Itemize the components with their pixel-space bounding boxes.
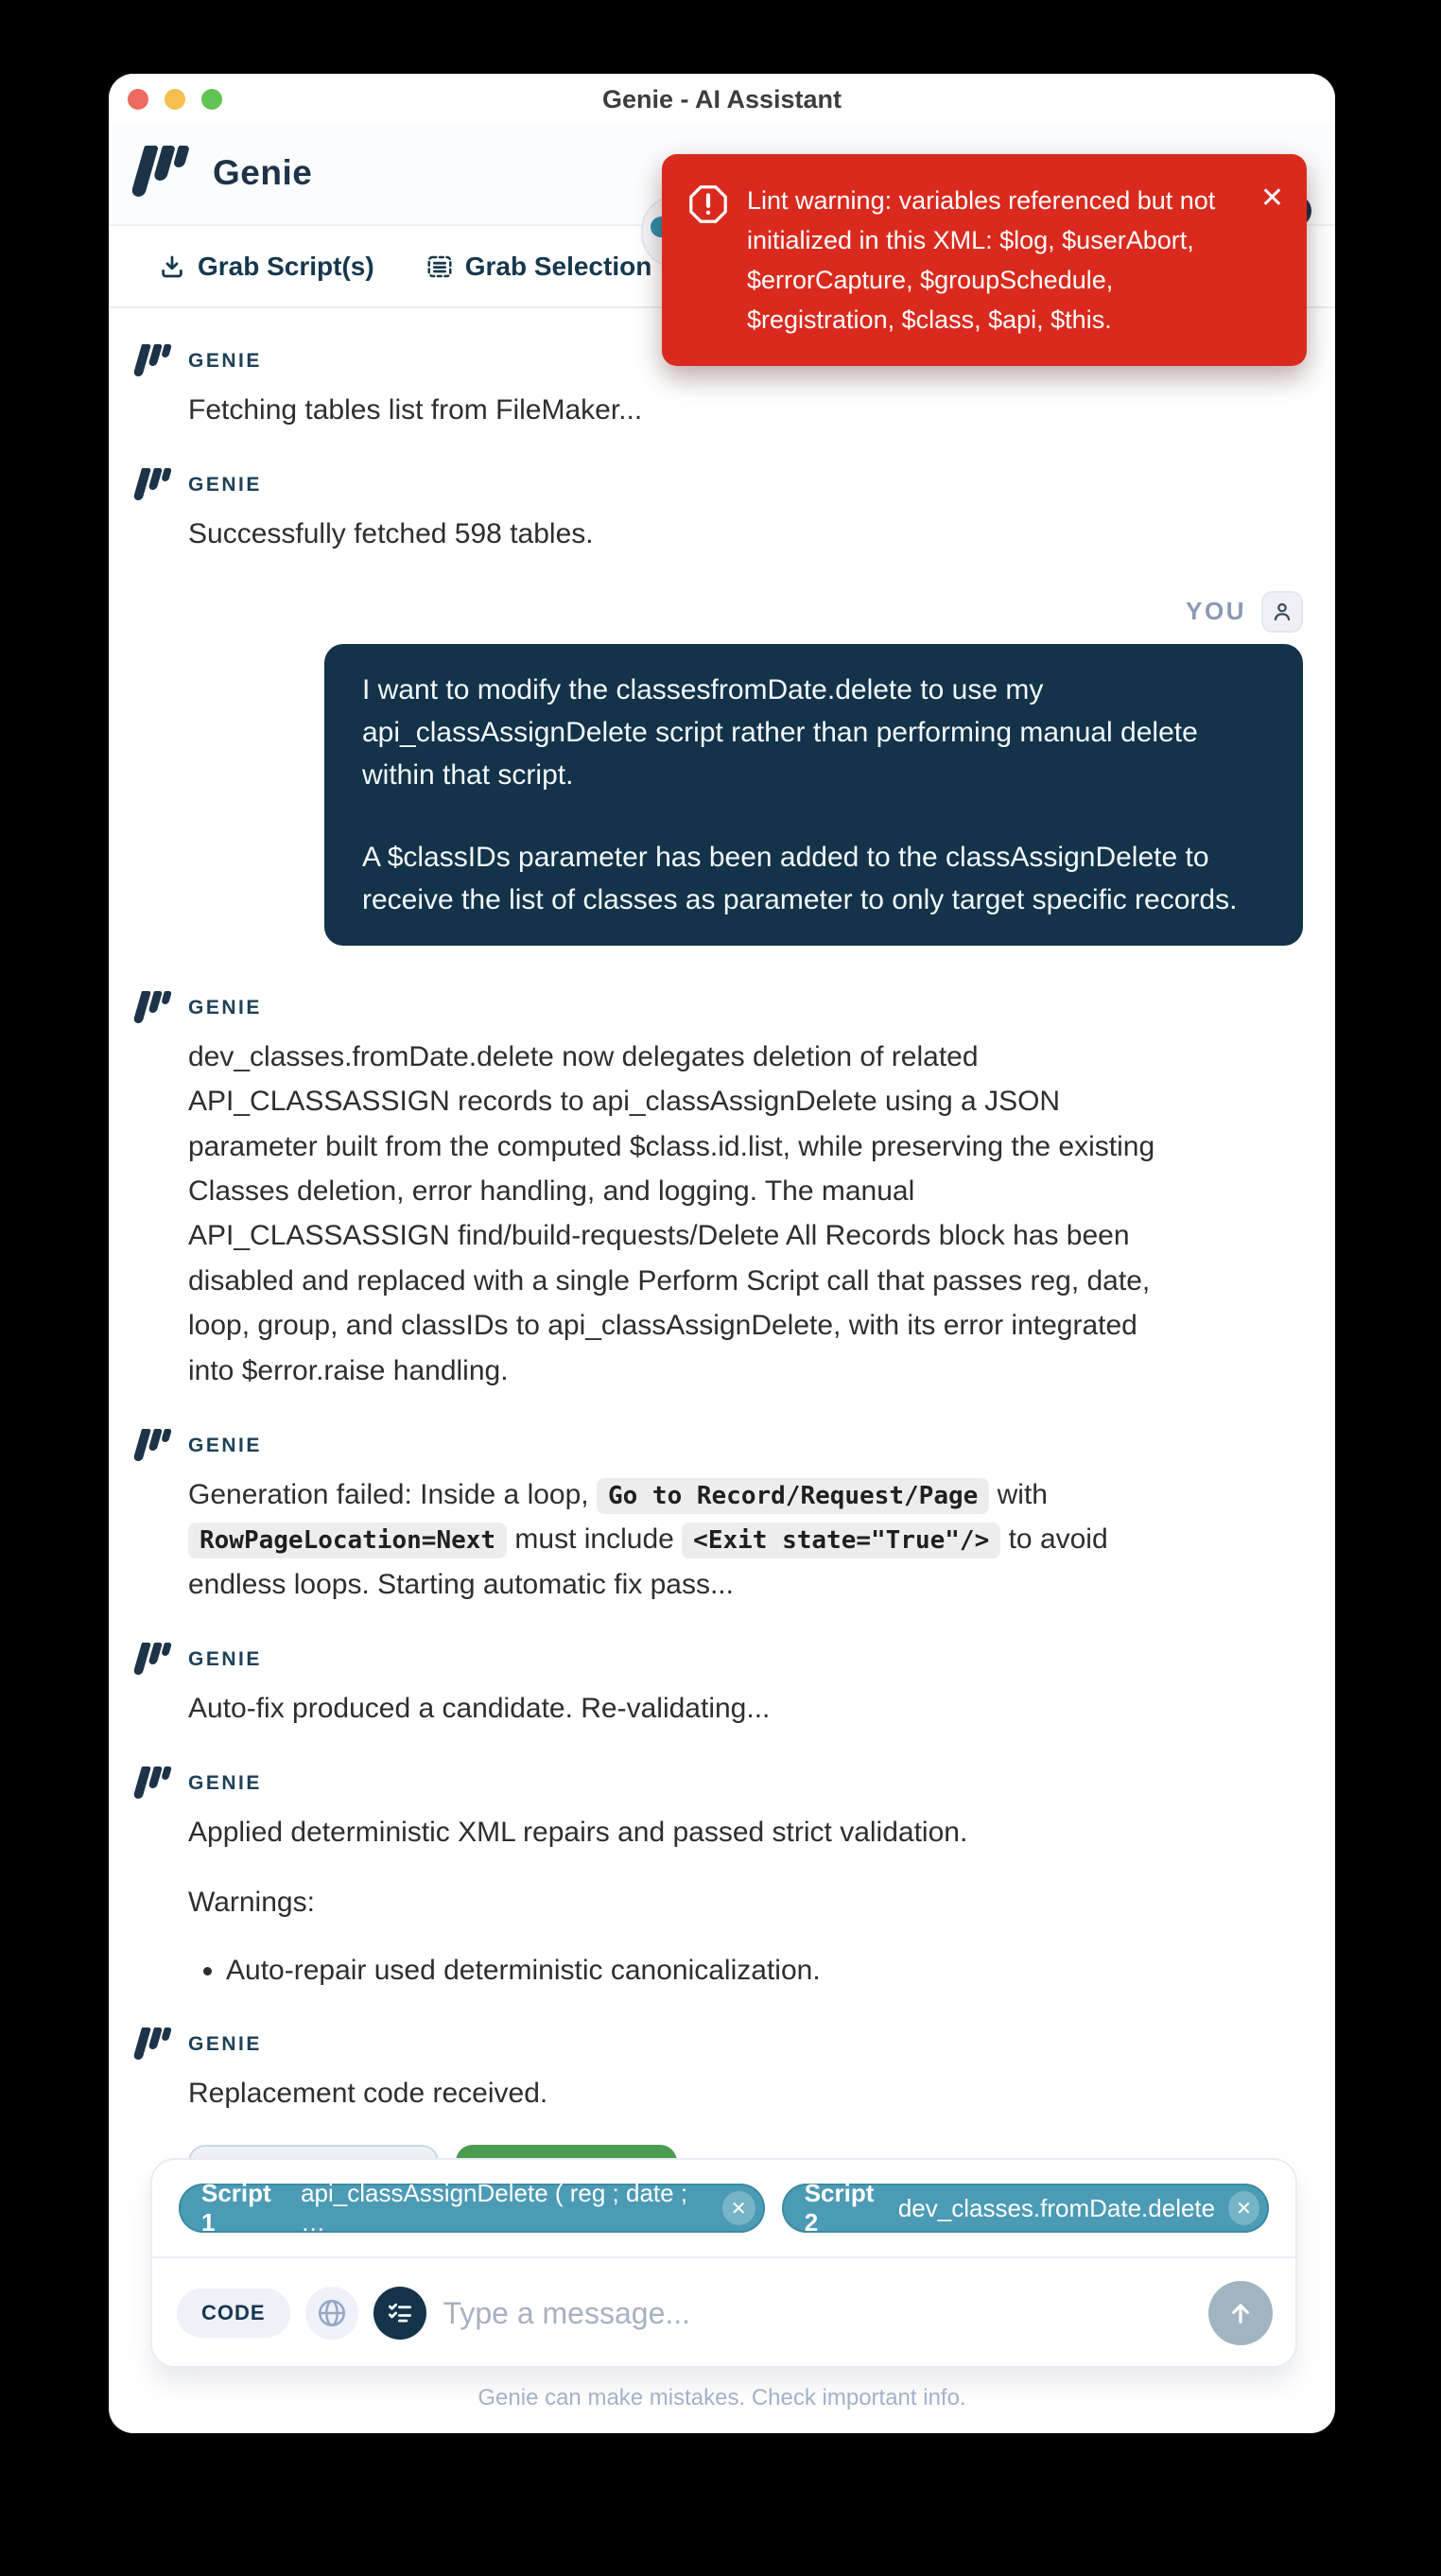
message-paragraph: dev_classes.fromDate.delete now delegates deletion of related API_CLASSASSIGN records to api_classAssignDelete using a JSON parameter built from the computed $class.id.list, while preserving the existing Classes deletion, error handling, and logging. The manual API_CLASSASSIGN find/build-requests/Delete All Records block has been disabled and replaced with a single Perform Script call that passes reg, date, loop, group, and classIDs to api_classAssignDelete, with its error integrated into $error.raise handling. (188, 1040, 1155, 1386)
user-message-header (137, 591, 1303, 633)
close-window-button[interactable] (128, 89, 148, 110)
genie-app-window (109, 74, 1335, 2433)
script-chip-name: api_classAssignDelete ( reg ; date ; … (301, 2179, 688, 2237)
genie-message-body (188, 1472, 1181, 1607)
genie-message-header (137, 1641, 1303, 1679)
genie-message-header (137, 1427, 1303, 1465)
genie-message (137, 2026, 1303, 2160)
message-input-row (152, 2258, 1295, 2368)
genie-logo-icon (137, 344, 175, 378)
brand-name: Genie (213, 153, 313, 192)
window-controls (128, 89, 222, 110)
genie-message-body (188, 2071, 1181, 2115)
sender-label: GENIE (188, 996, 262, 1018)
web-search-button[interactable] (305, 2287, 358, 2340)
genie-logo-icon (137, 1429, 175, 1463)
script-chip-name: dev_classes.fromDate.delete (897, 2193, 1216, 2222)
script-chip-2[interactable] (782, 2179, 1269, 2237)
remove-script-button[interactable]: ✕ (722, 2191, 755, 2225)
message-input[interactable] (442, 2295, 1271, 2332)
genie-message-header (137, 989, 1303, 1027)
script-chip-badge: Script 1 (201, 2179, 271, 2237)
checklist-icon (386, 2299, 414, 2327)
warning-item: • Auto-repair used deterministic canonicalization. (226, 1949, 1181, 1992)
sender-label: GENIE (188, 1648, 262, 1671)
send-button[interactable] (1208, 2281, 1273, 2345)
grab-scripts-button[interactable]: Grab Script(s) (158, 252, 374, 282)
warnings-list (188, 1949, 1181, 1992)
warning-octagon-icon (686, 183, 730, 226)
genie-logo-icon (137, 1767, 175, 1801)
disclaimer-text: Genie can make mistakes. Check important info. (477, 2385, 966, 2411)
script-chip-1[interactable] (179, 2179, 765, 2237)
sender-label: YOU (1186, 597, 1246, 626)
selection-icon (425, 252, 454, 281)
zoom-window-button[interactable] (201, 89, 222, 110)
genie-message (137, 466, 1303, 556)
send-arrow-icon (1225, 2298, 1256, 2328)
genie-message-header (137, 1765, 1303, 1802)
genie-logo-icon (137, 146, 196, 200)
genie-logo-icon (137, 991, 175, 1025)
minimize-window-button[interactable] (165, 89, 185, 110)
code-mode-button[interactable]: CODE (177, 2289, 290, 2338)
globe-icon (316, 2297, 348, 2329)
genie-logo-icon (137, 468, 175, 502)
inline-code: Go to Record/Request/Page (597, 1478, 989, 1514)
message-paragraph: Warnings: (188, 1886, 315, 1918)
genie-message-header (137, 466, 1303, 504)
sender-label: GENIE (188, 350, 262, 372)
message-paragraph: Applied deterministic XML repairs and passed strict validation. (188, 1817, 968, 1849)
message-paragraph: A $classIDs parameter has been added to the classAssignDelete to receive the list of classes as parameter to only target specific records. (362, 841, 1238, 915)
script-chip-badge: Script 2 (804, 2179, 875, 2237)
lint-warning-toast (662, 154, 1307, 366)
message-paragraph: Generation failed: Inside a loop, Go to Record/Request/Page with RowPageLocation=Next must include <Exit state="True"/> to avoid endless loops. Starting automatic fix pass... (188, 1478, 1108, 1600)
message-paragraph: Fetching tables list from FileMaker... (188, 394, 643, 426)
inline-code: RowPageLocation=Next (188, 1523, 507, 1558)
message-paragraph: Auto-fix produced a candidate. Re-validating... (188, 1693, 771, 1725)
message-paragraph: Successfully fetched 598 tables. (188, 518, 594, 550)
remove-script-button[interactable]: ✕ (1228, 2191, 1259, 2225)
genie-message-body (188, 1810, 1181, 1992)
user-message-bubble (324, 644, 1303, 946)
genie-logo-icon (137, 2028, 175, 2062)
genie-message-body (188, 388, 1181, 432)
inline-code: <Exit state="True"/> (682, 1523, 1000, 1558)
genie-message-header (137, 2026, 1303, 2063)
title-bar (109, 74, 1335, 125)
genie-message-body (188, 512, 1181, 556)
genie-message-body (188, 1686, 1181, 1731)
message-paragraph: Replacement code received. (188, 2078, 548, 2110)
attached-scripts-row (152, 2160, 1295, 2258)
sender-label: GENIE (188, 2033, 262, 2056)
download-icon (158, 252, 186, 281)
genie-message (137, 1427, 1303, 1607)
composer (150, 2158, 1297, 2368)
genie-message (137, 989, 1303, 1393)
toast-close-button[interactable]: ✕ (1259, 183, 1284, 214)
window-title: Genie - AI Assistant (601, 85, 842, 113)
chat-scroll-area[interactable] (109, 308, 1335, 2160)
toast-message: Lint warning: variables referenced but not initialized in this XML: $log, $userAbort, $errorCapture, $groupSchedule, $registration, $class, $api, $this. (747, 186, 1216, 335)
genie-message (137, 1641, 1303, 1731)
genie-message (137, 1765, 1303, 1992)
user-avatar (1261, 591, 1303, 633)
genie-message-body (188, 1035, 1181, 1393)
sender-label: GENIE (188, 1772, 262, 1795)
genie-logo-icon (137, 1643, 175, 1677)
sender-label: GENIE (188, 474, 262, 496)
person-icon (1270, 600, 1294, 624)
sender-label: GENIE (188, 1434, 262, 1456)
message-paragraph: I want to modify the classesfromDate.delete to use my api_classAssignDelete script rather than performing manual delete within that script. (362, 673, 1198, 791)
grab-selection-button[interactable]: Grab Selection (425, 252, 652, 282)
tasks-button[interactable] (373, 2287, 426, 2340)
